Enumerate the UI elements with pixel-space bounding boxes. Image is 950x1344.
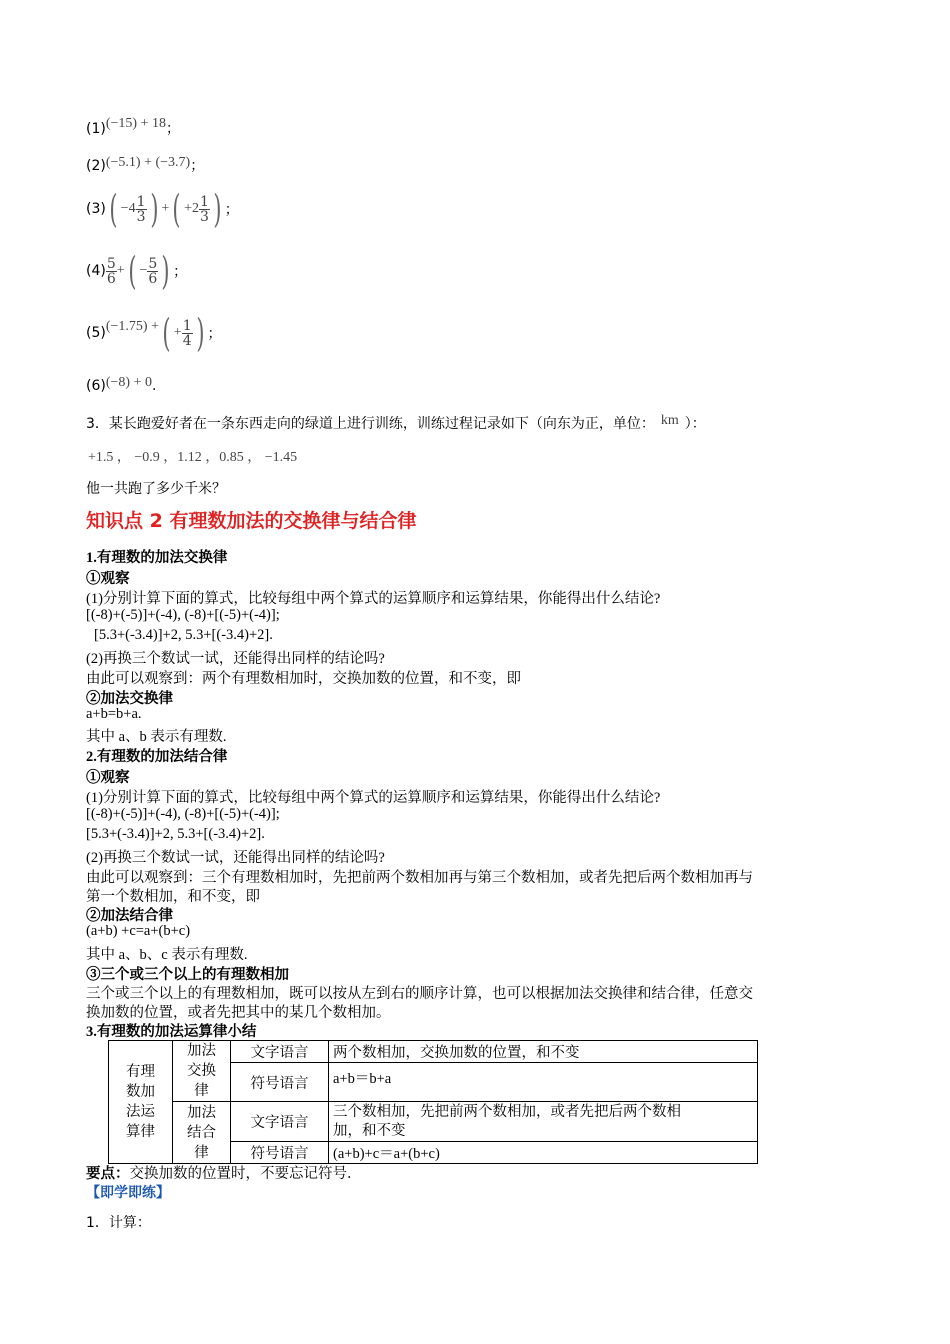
sec1-title: 1.有理数的加法交换律 — [86, 550, 228, 566]
sec2-formula: (a+b) +c=a+(b+c) — [86, 923, 191, 939]
type-cell: 符号语言 — [231, 1063, 329, 1102]
law-line: 交换 — [187, 1063, 216, 1079]
sec2-line2: [(-8)+(-5)]+(-4), (-8)+[(-5)+(-4)]; — [86, 806, 280, 822]
denominator: 3 — [136, 208, 146, 225]
sign: + — [173, 325, 182, 340]
training-data: +1.5 ， −0.9 ，1.12 ，0.85 ， −1.45 — [88, 450, 298, 465]
type-cell: 符号语言 — [231, 1142, 329, 1164]
punct: ； — [207, 326, 222, 342]
sec2-line1: (1)分别计算下面的算式，比较每组中两个算式的运算顺序和运算结果，你能得出什么结论? — [86, 790, 661, 806]
paren-open: ( — [172, 187, 181, 231]
sec1-line4: (2)再换三个数试一试，还能得出同样的结论吗? — [86, 651, 385, 667]
law2-cell — [173, 1102, 231, 1164]
summary-table — [108, 1040, 758, 1164]
question-text: 3．某长跑爱好者在一条东西走向的绿道上进行训练，训练过程记录如下（向东为正，单位： — [86, 416, 655, 432]
problem-5 — [86, 311, 222, 355]
sec2-line4: (2)再换三个数试一试，还能得出同样的结论吗? — [86, 850, 385, 866]
paren-open: ( — [109, 187, 118, 231]
paren-close: ) — [149, 187, 158, 231]
sec1-law: ②加法交换律 — [86, 691, 173, 707]
denominator: 4 — [182, 332, 192, 349]
problem-number: (4) — [86, 263, 106, 279]
fraction — [182, 319, 193, 348]
group-line: 有理 — [126, 1064, 155, 1080]
value-cell: a+b＝b+a — [329, 1063, 758, 1102]
key-point-label: 要点： — [86, 1166, 130, 1182]
group-line: 数加 — [126, 1084, 155, 1100]
problem-number: (6) — [86, 378, 106, 394]
key-point-text: 交换加数的位置时，不要忘记符号． — [129, 1166, 362, 1182]
sec1-line5: 由此可以观察到：两个有理数相加时，交换加数的位置，和不变，即 — [86, 671, 521, 687]
paren-open: ( — [128, 249, 137, 293]
problem-2 — [86, 155, 204, 175]
problem-number: (5) — [86, 325, 106, 341]
practice-heading: 【即学即练】 — [86, 1185, 170, 1201]
sec2-note: 其中 a、b、c 表示有理数. — [86, 947, 248, 963]
expression: (−15) + 18 — [105, 116, 166, 131]
key-point — [86, 1162, 362, 1183]
problem-number: (2) — [86, 158, 106, 174]
paren-open: ( — [162, 311, 171, 355]
operator: + — [116, 263, 125, 278]
sign: − — [139, 263, 148, 278]
numerator: 1 — [182, 317, 192, 334]
sec2-law3: ③三个或三个以上的有理数相加 — [86, 967, 289, 983]
denominator: 3 — [199, 208, 209, 225]
sec1-line1: (1)分别计算下面的算式，比较每组中两个算式的运算顺序和运算结果，你能得出什么结论? — [86, 591, 661, 607]
fraction — [106, 257, 117, 286]
numerator: 5 — [148, 255, 158, 272]
sec2-line5: 由此可以观察到：三个有理数相加时，先把前两个数相加再与第三个数相加，或者先把后两个数相加再与 — [86, 870, 753, 886]
sec2-law: ②加法结合律 — [86, 908, 173, 924]
sec1-line2: [(-8)+(-5)]+(-4), (-8)+[(-5)+(-4)]; — [86, 607, 280, 623]
mixed-number-whole: −4 — [120, 201, 136, 216]
numerator: 1 — [199, 193, 209, 210]
group-line: 法运 — [126, 1104, 155, 1120]
group-line: 算律 — [126, 1124, 155, 1140]
sec2-para2: 换加数的位置，或者先把其中的某几个数相加。 — [86, 1005, 391, 1021]
punct: ； — [173, 264, 188, 280]
exercise-1: 1．计算： — [86, 1215, 151, 1231]
problem-1 — [86, 118, 180, 138]
paren-close: ) — [161, 249, 170, 293]
sec2-title: 2.有理数的加法结合律 — [86, 749, 228, 765]
sec1-note: 其中 a、b 表示有理数. — [86, 729, 227, 745]
question-3 — [86, 413, 706, 433]
question-text-end: ）： — [684, 416, 706, 432]
fraction — [199, 195, 210, 224]
problem-3 — [86, 187, 239, 231]
problem-number: (1) — [86, 121, 106, 137]
sec1-formula: a+b=b+a. — [86, 706, 142, 722]
fraction — [136, 195, 147, 224]
numerator: 5 — [106, 255, 116, 272]
value-cell: 两个数相加，交换加数的位置，和不变 — [329, 1041, 758, 1063]
sec2-observe: ①观察 — [86, 770, 130, 786]
law-line: 加法 — [187, 1043, 216, 1059]
problem-number: (3) — [86, 201, 106, 217]
value-cell — [329, 1102, 758, 1142]
sec2-line3: [5.3+(-3.4)]+2, 5.3+[(-3.4)+2]. — [86, 826, 265, 842]
law-line: 加法 — [187, 1104, 216, 1121]
law1-cell — [173, 1041, 231, 1102]
value-cell: (a+b)+c＝a+(b+c) — [329, 1142, 758, 1164]
value-line: 加，和不变 — [333, 1122, 406, 1139]
punct: . — [151, 378, 157, 394]
type-cell: 文字语言 — [231, 1041, 329, 1063]
type-cell: 文字语言 — [231, 1102, 329, 1142]
punct: ； — [224, 202, 239, 218]
law-line: 结合 — [187, 1124, 216, 1141]
expression: (−8) + 0 — [105, 375, 152, 390]
group-cell — [109, 1041, 173, 1164]
operator: + — [161, 201, 170, 216]
sec2-line6: 第一个数相加，和不变，即 — [86, 889, 260, 905]
punct: ； — [165, 121, 180, 137]
paren-close: ) — [195, 311, 205, 355]
numerator: 1 — [136, 193, 146, 210]
law-line: 律 — [194, 1144, 209, 1161]
unit: km — [660, 413, 679, 428]
denominator: 6 — [148, 270, 158, 287]
section-heading: 知识点 2 有理数加法的交换律与结合律 — [86, 510, 417, 532]
fraction — [147, 257, 158, 286]
sec1-observe: ①观察 — [86, 571, 130, 587]
expression: (−1.75) + — [105, 319, 159, 334]
sec2-para1: 三个或三个以上的有理数相加，既可以按从左到右的顺序计算，也可以根据加法交换律和结合律，任意交 — [86, 986, 753, 1002]
mixed-number-whole: +2 — [184, 201, 199, 216]
question-3-ask: 他一共跑了多少千米？ — [86, 481, 226, 497]
value-line: 三个数相加，先把前两个数相加，或者先把后两个数相 — [333, 1103, 681, 1120]
punct: ； — [190, 158, 205, 174]
sec3-title: 3.有理数的加法运算律小结 — [86, 1024, 257, 1040]
denominator: 6 — [106, 270, 116, 287]
sec1-line3: [5.3+(-3.4)]+2, 5.3+[(-3.4)+2]. — [94, 627, 273, 643]
paren-close: ) — [213, 187, 222, 231]
problem-4 — [86, 249, 188, 293]
expression: (−5.1) + (−3.7) — [105, 155, 191, 170]
problem-6 — [86, 375, 156, 395]
law-line: 律 — [194, 1083, 209, 1099]
